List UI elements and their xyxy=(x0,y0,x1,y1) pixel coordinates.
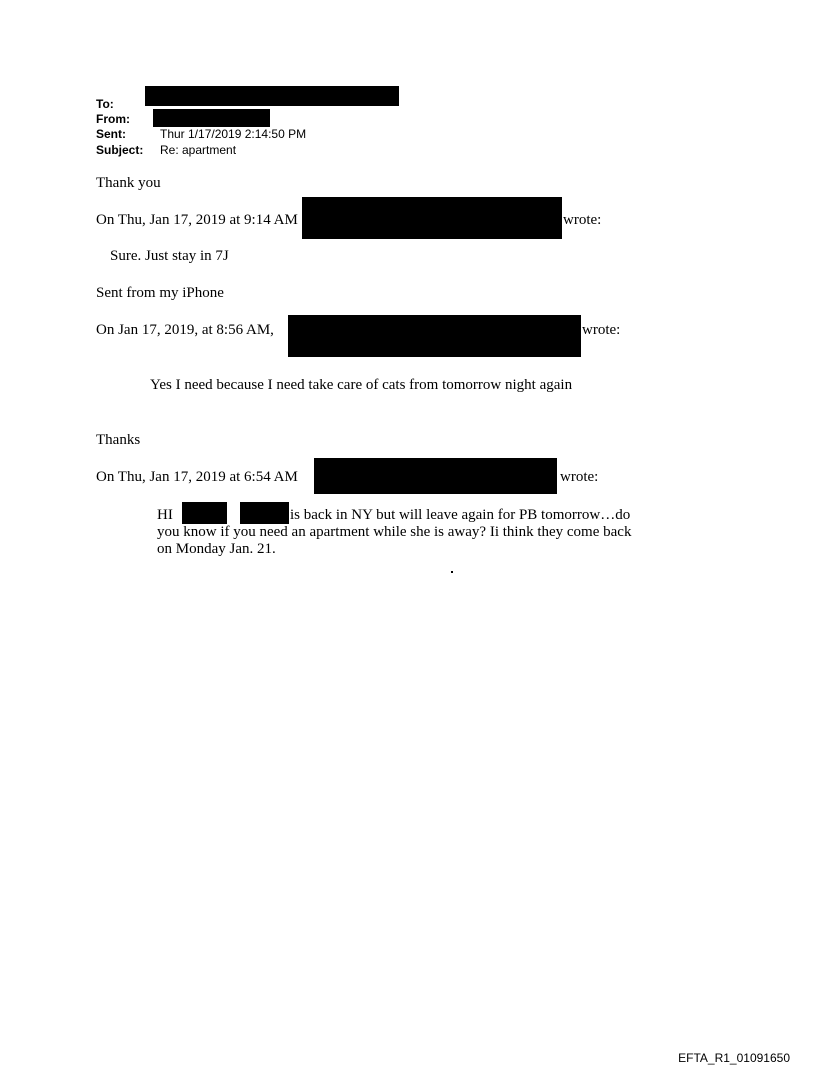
to-redaction xyxy=(145,86,399,106)
sent-value: Thur 1/17/2019 2:14:50 PM xyxy=(160,127,307,141)
quote3-wrote: wrote: xyxy=(560,469,599,485)
quote3-line2: you know if you need an apartment while she is away? Ii think they come back xyxy=(157,524,632,540)
quote3-line1-end: is back in NY but will leave again for PB tomorrow…do xyxy=(290,507,631,523)
quote1-intro: On Thu, Jan 17, 2019 at 9:14 AM xyxy=(96,212,298,228)
quote3-line1-start: HI xyxy=(157,507,173,523)
quote2-body: Yes I need because I need take care of cats from tomorrow night again xyxy=(150,377,573,393)
subject-value: Re: apartment xyxy=(160,143,237,157)
stray-dot xyxy=(451,571,453,573)
quote3-intro: On Thu, Jan 17, 2019 at 6:54 AM xyxy=(96,469,298,485)
document-id: EFTA_R1_01091650 xyxy=(678,1051,790,1065)
quote3-name-redaction-2 xyxy=(240,502,289,524)
subject-label: Subject: xyxy=(96,143,144,157)
quote3-line3: on Monday Jan. 21. xyxy=(157,541,276,557)
to-label: To: xyxy=(96,97,114,111)
quote3-body xyxy=(157,507,631,558)
quote3-sender-redaction xyxy=(314,458,557,494)
reply-text: Thank you xyxy=(96,175,161,191)
quote2-thanks: Thanks xyxy=(96,432,141,448)
quote2-intro: On Jan 17, 2019, at 8:56 AM, xyxy=(96,322,274,338)
quote3-name-redaction-1 xyxy=(182,502,227,524)
quote1-sender-redaction xyxy=(302,197,562,239)
from-redaction xyxy=(153,109,270,127)
quote1-signature: Sent from my iPhone xyxy=(96,285,224,301)
quote1-wrote: wrote: xyxy=(563,212,602,228)
from-label: From: xyxy=(96,112,130,126)
quote2-sender-redaction xyxy=(288,315,581,357)
quote3-line1 xyxy=(157,507,631,524)
quote1-body: Sure. Just stay in 7J xyxy=(110,248,229,264)
quote2-wrote: wrote: xyxy=(582,322,621,338)
sent-label: Sent: xyxy=(96,127,126,141)
